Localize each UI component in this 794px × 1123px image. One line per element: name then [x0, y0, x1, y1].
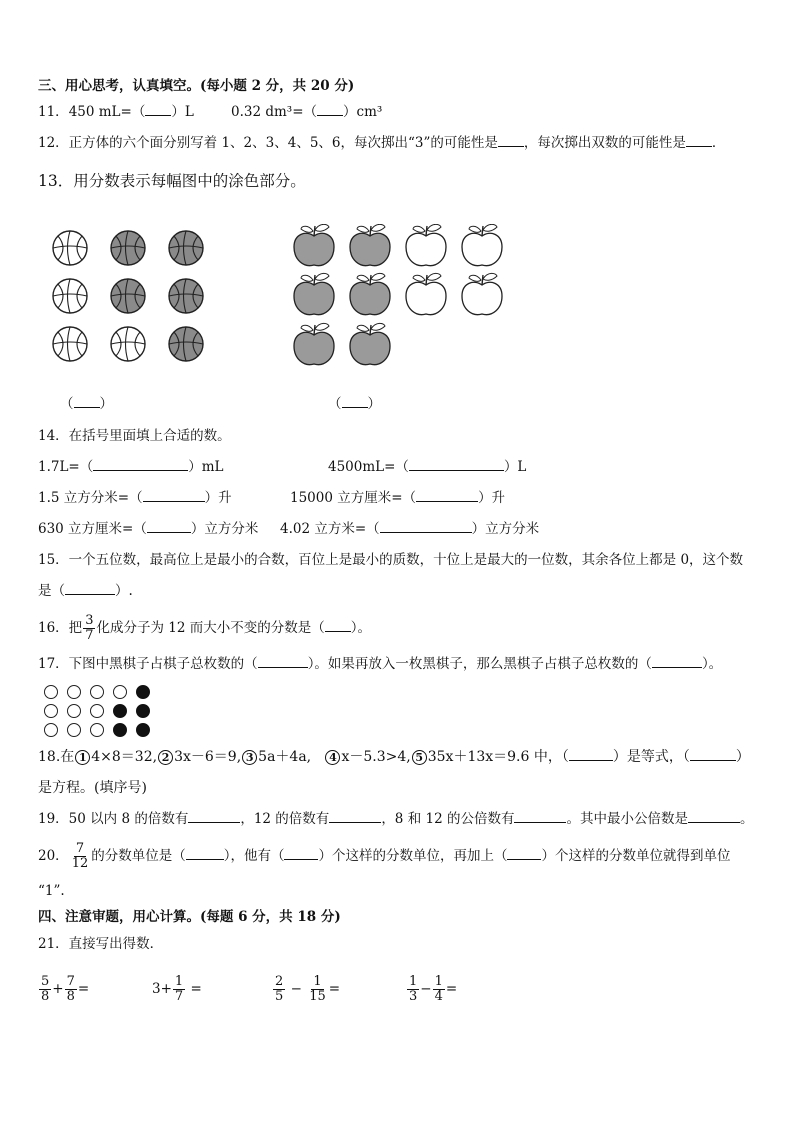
basketball-shaded	[111, 279, 145, 313]
go-piece-white	[44, 685, 58, 699]
basketball-shaded	[169, 231, 203, 265]
question-11: 11．450 mL=（ ）L	[38, 104, 194, 120]
basketball-shaded	[169, 279, 203, 313]
go-piece-white	[67, 685, 81, 699]
apple-figure	[290, 224, 510, 374]
q19-blank-4[interactable]	[688, 810, 740, 823]
go-piece-white	[113, 685, 127, 699]
q14-row2-right: 15000 立方厘米=（ ）升	[290, 490, 506, 506]
apple-shaded	[294, 273, 334, 314]
q20-blank-1[interactable]	[186, 847, 224, 860]
q13-answer-right: （ ）	[328, 396, 381, 412]
basketball-plain	[53, 279, 87, 313]
apple-shaded	[350, 323, 390, 364]
go-pieces-figure	[44, 685, 154, 737]
section-3-title: 三、用心思考，认真填空。(每小题 2 分，共 20 分)	[38, 78, 355, 94]
section-4-title: 四、注意审题，用心计算。(每题 6 分，共 18 分)	[38, 909, 341, 925]
apple-shaded	[350, 224, 390, 265]
apple-plain	[406, 273, 446, 314]
q14-blank-4[interactable]	[416, 489, 478, 502]
q14-row3-right: 4.02 立方米=（ ）立方分米	[280, 521, 540, 537]
go-piece-black	[113, 704, 127, 718]
q14-row3-left: 630 立方厘米=（ ）立方分米	[38, 521, 259, 537]
q19-blank-3[interactable]	[514, 810, 566, 823]
q13-answer-left: （ ）	[60, 396, 113, 412]
question-18-line2: 是方程。(填序号)	[38, 780, 147, 796]
fraction-3-7: $\frac{3}{7}$	[85, 613, 94, 643]
q14-row1-left: 1.7L=（ ）mL	[38, 459, 224, 475]
question-20-line2: “1”.	[38, 883, 65, 899]
question-16: 16．把 $\frac{3}{7}$ 化成分子为 12 而大小不变的分数是（ ）。	[38, 613, 371, 643]
question-12: 12．正方体的六个面分别写着 1、2、3、4、5、6，每次掷出“3”的可能性是 ，每次掷出双数的可能性是 ．	[38, 135, 726, 151]
q11-blank-2[interactable]	[317, 103, 343, 116]
question-15: 15．一个五位数，最高位上是最小的合数，百位上是最小的质数，十位上是最大的一位数，其余各位上都是 0，这个数	[38, 552, 744, 568]
go-piece-white	[67, 723, 81, 737]
q14-blank-1[interactable]	[93, 458, 188, 471]
q14-blank-2[interactable]	[409, 458, 504, 471]
calc-expression-3: $\frac{2}{5}$ − $\frac{1}{15}$ =	[275, 974, 341, 1004]
circled-1: 1	[75, 750, 90, 765]
calc-expression-1: $\frac{5}{8}$ + $\frac{7}{8}$ =	[41, 974, 90, 1004]
apple-plain	[462, 224, 502, 265]
go-piece-black	[113, 723, 127, 737]
calc-expression-2: 3+ $\frac{1}{7}$ =	[152, 974, 202, 1004]
basketball-shaded	[111, 231, 145, 265]
go-piece-white	[67, 704, 81, 718]
question-14: 14．在括号里面填上合适的数。	[38, 428, 231, 444]
q17-blank-2[interactable]	[652, 655, 702, 668]
go-piece-black	[136, 704, 150, 718]
go-piece-white	[90, 723, 104, 737]
q18-blank-1[interactable]	[569, 748, 613, 761]
question-17: 17．下图中黑棋子占棋子总枚数的（ ）。如果再放入一枚黑棋子，那么黑棋子占棋子总枚数的（ ）。	[38, 656, 723, 672]
q14-blank-3[interactable]	[143, 489, 205, 502]
basketball-plain	[53, 327, 87, 361]
apple-shaded	[294, 323, 334, 364]
q14-row2-left: 1.5 立方分米=（ ）升	[38, 490, 232, 506]
q13-blank-2[interactable]	[342, 395, 368, 408]
q19-blank-2[interactable]	[329, 810, 381, 823]
basketball-figure	[48, 226, 218, 366]
q14-blank-6[interactable]	[380, 520, 472, 533]
q13-blank-1[interactable]	[74, 395, 100, 408]
basketball-plain	[111, 327, 145, 361]
go-piece-white	[90, 685, 104, 699]
question-18: 18.在 1 4×8＝32, 2 3x－6＝9, 3 5a＋4a, 4 x－5.3>4, 5 35x＋13x＝9.6 中，（ ）是等式，（ ）	[38, 749, 750, 765]
circled-5: 5	[412, 750, 427, 765]
circled-4: 4	[325, 750, 340, 765]
q17-blank-1[interactable]	[258, 655, 308, 668]
q16-blank[interactable]	[325, 619, 351, 632]
apple-plain	[462, 273, 502, 314]
q14-blank-5[interactable]	[147, 520, 191, 533]
q14-row1-right: 4500mL=（ ）L	[328, 459, 527, 475]
q12-blank-2[interactable]	[686, 134, 712, 147]
question-19: 19．50 以内 8 的倍数有 ，12 的倍数有 ，8 和 12 的公倍数有 。其中最小公倍数是 。	[38, 811, 754, 827]
go-piece-white	[44, 723, 58, 737]
basketball-plain	[53, 231, 87, 265]
calc-expression-4: $\frac{1}{3}$ − $\frac{1}{4}$ =	[409, 974, 458, 1004]
go-piece-white	[44, 704, 58, 718]
question-21: 21．直接写出得数．	[38, 936, 164, 952]
go-piece-black	[136, 685, 150, 699]
circled-2: 2	[158, 750, 173, 765]
question-11-part2: 0.32 dm³=（ ）cm³	[231, 104, 383, 120]
go-piece-black	[136, 723, 150, 737]
circled-3: 3	[242, 750, 257, 765]
q11-blank-1[interactable]	[145, 103, 171, 116]
apple-shaded	[294, 224, 334, 265]
q19-blank-1[interactable]	[188, 810, 240, 823]
q18-blank-2[interactable]	[690, 748, 736, 761]
q15-blank[interactable]	[65, 582, 115, 595]
question-15-line2: 是（ ）.	[38, 583, 133, 599]
question-13: 13．用分数表示每幅图中的涂色部分。	[38, 172, 306, 190]
q20-blank-3[interactable]	[507, 847, 541, 860]
q12-blank-1[interactable]	[498, 134, 524, 147]
go-piece-white	[90, 704, 104, 718]
question-20: 20． $\frac{7}{12}$ 的分数单位是（ ），他有（ ）个这样的分数单位，再加上（ ）个这样的分数单位就得到单位	[38, 841, 731, 871]
apple-plain	[406, 224, 446, 265]
apple-shaded	[350, 273, 390, 314]
q20-blank-2[interactable]	[284, 847, 318, 860]
fraction-7-12: $\frac{7}{12}$	[71, 841, 89, 871]
basketball-shaded	[169, 327, 203, 361]
